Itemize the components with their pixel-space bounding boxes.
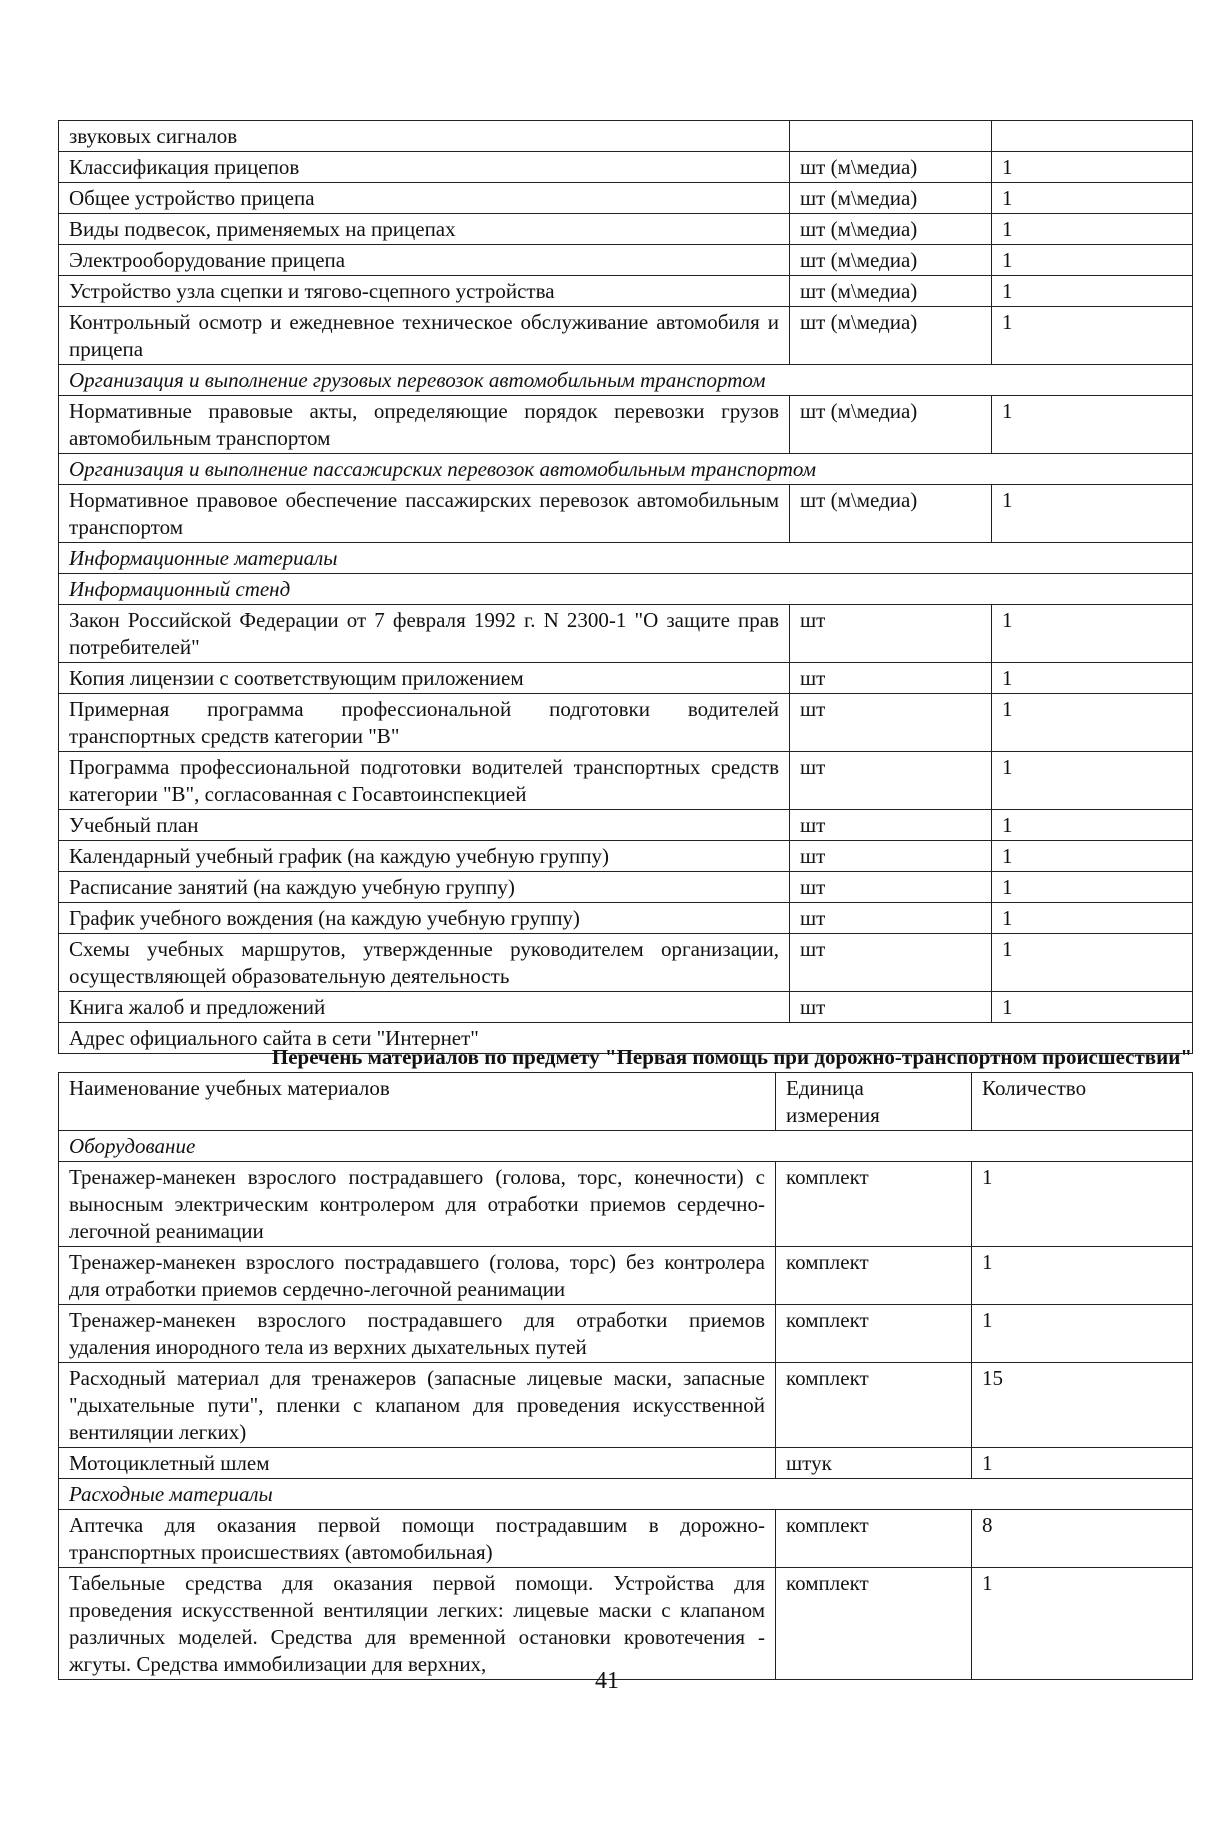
row-name: Электрооборудование прицепа [59, 245, 790, 276]
row-name: Примерная программа профессиональной подготовки водителей транспортных средств категории "B" [59, 694, 790, 752]
row-name: Общее устройство прицепа [59, 183, 790, 214]
table-row [59, 1247, 1193, 1305]
table-row [59, 663, 1193, 694]
table-row [59, 752, 1193, 810]
row-unit: шт (м\медиа) [790, 152, 992, 183]
table-row [59, 1568, 1193, 1680]
row-name: Календарный учебный график (на каждую учебную группу) [59, 841, 790, 872]
row-qty: 1 [992, 992, 1193, 1023]
table-row [59, 810, 1193, 841]
table-row [59, 152, 1193, 183]
table-header-row [59, 1073, 1193, 1131]
section-label: Оборудование [59, 1131, 1193, 1162]
row-name: Тренажер-манекен взрослого пострадавшего для отработки приемов удаления инородного тела из верхних дыхательных путей [59, 1305, 776, 1363]
table-row [59, 934, 1193, 992]
section-label: Организация и выполнение пассажирских перевозок автомобильным транспортом [59, 454, 1193, 485]
row-qty: 1 [992, 214, 1193, 245]
row-qty: 1 [972, 1162, 1193, 1247]
row-unit: шт (м\медиа) [790, 396, 992, 454]
row-unit: шт [790, 605, 992, 663]
table-row [59, 605, 1193, 663]
row-name: Копия лицензии с соответствующим приложением [59, 663, 790, 694]
row-unit: шт [790, 934, 992, 992]
table-row [59, 1305, 1193, 1363]
row-qty: 1 [992, 152, 1193, 183]
section-row [59, 574, 1193, 605]
row-unit: шт [790, 694, 992, 752]
table-row [59, 121, 1193, 152]
table-row [59, 214, 1193, 245]
section-row [59, 365, 1193, 396]
row-name: Устройство узла сцепки и тягово-сцепного устройства [59, 276, 790, 307]
row-qty: 1 [992, 276, 1193, 307]
row-qty: 1 [972, 1305, 1193, 1363]
row-unit: шт (м\медиа) [790, 485, 992, 543]
row-unit: шт [790, 903, 992, 934]
section-label: Информационные материалы [59, 543, 1193, 574]
row-unit: шт [790, 992, 992, 1023]
row-name: Расписание занятий (на каждую учебную группу) [59, 872, 790, 903]
row-name: Классификация прицепов [59, 152, 790, 183]
section-label: Информационный стенд [59, 574, 1193, 605]
row-unit: комплект [776, 1568, 972, 1680]
table-row [59, 1162, 1193, 1247]
row-qty: 1 [972, 1448, 1193, 1479]
row-name: Табельные средства для оказания первой помощи. Устройства для проведения искусственной вентиляции легких: лицевые маски с клапаном различных моделей. Средства для временной остановки кровотечения - жгуты. Средства иммобилизации для верхних, [59, 1568, 776, 1680]
section-row [59, 1131, 1193, 1162]
header-qty: Количество [972, 1073, 1193, 1131]
row-unit: шт (м\медиа) [790, 307, 992, 365]
row-name: Виды подвесок, применяемых на прицепах [59, 214, 790, 245]
table-row [59, 903, 1193, 934]
row-qty: 1 [992, 872, 1193, 903]
row-qty: 1 [992, 605, 1193, 663]
table-row [59, 396, 1193, 454]
section-row [59, 454, 1193, 485]
row-unit: шт [790, 872, 992, 903]
table-row [59, 245, 1193, 276]
section-title: Перечень материалов по предмету "Первая помощь при дорожно-транспортном происшествии" [271, 1045, 1192, 1069]
page-number: 41 [595, 1668, 619, 1694]
row-qty: 1 [992, 245, 1193, 276]
table-row [59, 841, 1193, 872]
table-row [59, 1510, 1193, 1568]
row-unit: шт [790, 752, 992, 810]
section-row [59, 543, 1193, 574]
row-name: Нормативное правовое обеспечение пассажирских перевозок автомобильным транспортом [59, 485, 790, 543]
row-qty: 1 [992, 183, 1193, 214]
section-label: Организация и выполнение грузовых перевозок автомобильным транспортом [59, 365, 1193, 396]
row-unit: комплект [776, 1305, 972, 1363]
row-unit: комплект [776, 1247, 972, 1305]
section-label: Расходные материалы [59, 1479, 1193, 1510]
row-qty: 1 [992, 663, 1193, 694]
row-qty: 1 [992, 752, 1193, 810]
table-row [59, 485, 1193, 543]
table-row [59, 872, 1193, 903]
row-name: График учебного вождения (на каждую учебную группу) [59, 903, 790, 934]
row-qty [992, 121, 1193, 152]
row-unit: шт (м\медиа) [790, 245, 992, 276]
row-name: Нормативные правовые акты, определяющие порядок перевозки грузов автомобильным транспортом [59, 396, 790, 454]
row-name: Контрольный осмотр и ежедневное техническое обслуживание автомобиля и прицепа [59, 307, 790, 365]
table-row [59, 1363, 1193, 1448]
row-unit: шт [790, 810, 992, 841]
row-name: Схемы учебных маршрутов, утвержденные руководителем организации, осуществляющей образовательную деятельность [59, 934, 790, 992]
row-qty: 1 [972, 1247, 1193, 1305]
row-qty: 1 [992, 485, 1193, 543]
row-qty: 1 [992, 396, 1193, 454]
row-qty: 1 [992, 841, 1193, 872]
row-unit: шт (м\медиа) [790, 183, 992, 214]
header-unit: Единица измерения [776, 1073, 972, 1131]
table-row [59, 694, 1193, 752]
row-qty: 1 [992, 903, 1193, 934]
table-row [59, 307, 1193, 365]
header-name: Наименование учебных материалов [59, 1073, 776, 1131]
table-row [59, 276, 1193, 307]
row-name: Книга жалоб и предложений [59, 992, 790, 1023]
row-name: Расходный материал для тренажеров (запасные лицевые маски, запасные "дыхательные пути", пленки с клапаном для проведения искусственной вентиляции легких) [59, 1363, 776, 1448]
table-body [59, 121, 1193, 1054]
row-name: Адрес официального сайта в сети "Интернет" [59, 1023, 1193, 1054]
training-materials-table-continued [58, 120, 1193, 1054]
row-qty: 1 [992, 934, 1193, 992]
table-row [59, 183, 1193, 214]
row-unit: шт (м\медиа) [790, 276, 992, 307]
row-unit: комплект [776, 1363, 972, 1448]
row-name: Учебный план [59, 810, 790, 841]
row-unit: шт (м\медиа) [790, 214, 992, 245]
row-unit [790, 121, 992, 152]
row-name: Аптечка для оказания первой помощи пострадавшим в дорожно-транспортных происшествиях (автомобильная) [59, 1510, 776, 1568]
row-unit: шт [790, 841, 992, 872]
row-name: звуковых сигналов [59, 121, 790, 152]
row-name: Закон Российской Федерации от 7 февраля 1992 г. N 2300-1 "О защите прав потребителей" [59, 605, 790, 663]
table-body [59, 1131, 1193, 1680]
row-unit: комплект [776, 1510, 972, 1568]
row-qty: 15 [972, 1363, 1193, 1448]
row-name: Тренажер-манекен взрослого пострадавшего (голова, торс, конечности) с выносным электрическим контролером для отработки приемов сердечно-легочной реанимации [59, 1162, 776, 1247]
row-qty: 1 [992, 810, 1193, 841]
row-qty: 1 [992, 307, 1193, 365]
row-name: Программа профессиональной подготовки водителей транспортных средств категории "B", согласованная с Госавтоинспекцией [59, 752, 790, 810]
row-name: Тренажер-манекен взрослого пострадавшего (голова, торс) без контролера для отработки приемов сердечно-легочной реанимации [59, 1247, 776, 1305]
first-aid-materials-table [58, 1072, 1193, 1680]
row-qty: 1 [972, 1568, 1193, 1680]
section-row [59, 1479, 1193, 1510]
row-name: Мотоциклетный шлем [59, 1448, 776, 1479]
row-unit: комплект [776, 1162, 972, 1247]
row-unit: шт [790, 663, 992, 694]
row-qty: 8 [972, 1510, 1193, 1568]
table-row [59, 1448, 1193, 1479]
row-unit: штук [776, 1448, 972, 1479]
row-qty: 1 [992, 694, 1193, 752]
table-row [59, 992, 1193, 1023]
